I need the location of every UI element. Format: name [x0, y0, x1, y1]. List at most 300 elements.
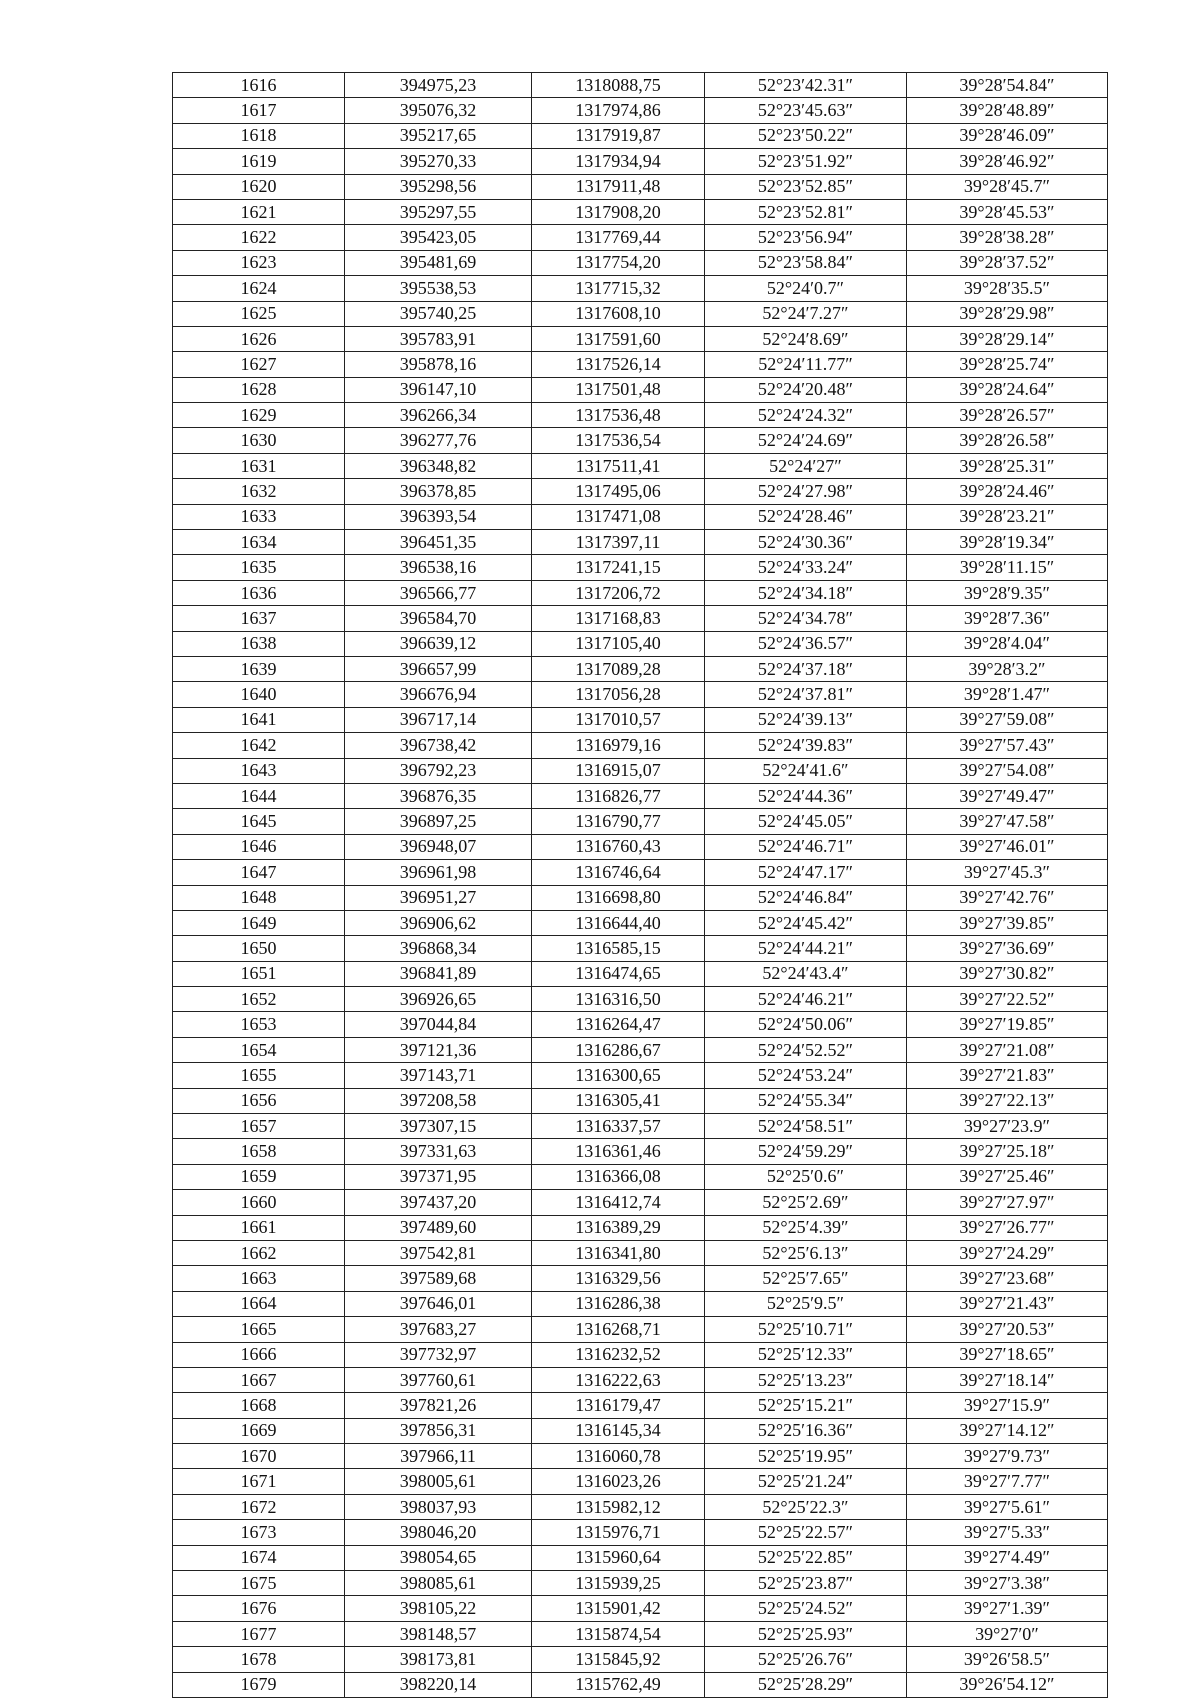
table-row	[173, 149, 1108, 174]
y-coordinate-cell: 1316760,43	[532, 834, 705, 859]
longitude-cell: 39°27′46.01″	[907, 834, 1108, 859]
y-coordinate-cell: 1317919,87	[532, 123, 705, 148]
latitude-cell: 52°25′22.85″	[705, 1545, 907, 1570]
point-number-cell: 1655	[173, 1063, 345, 1088]
table-row	[173, 326, 1108, 351]
latitude-cell: 52°25′9.5″	[705, 1291, 907, 1316]
table-row	[173, 1494, 1108, 1519]
longitude-cell: 39°27′21.08″	[907, 1037, 1108, 1062]
x-coordinate-cell: 395538,53	[345, 276, 532, 301]
table-row	[173, 403, 1108, 428]
x-coordinate-cell: 398148,57	[345, 1621, 532, 1646]
x-coordinate-cell: 396348,82	[345, 453, 532, 478]
latitude-cell: 52°24′58.51″	[705, 1114, 907, 1139]
point-number-cell: 1624	[173, 276, 345, 301]
longitude-cell: 39°27′18.14″	[907, 1367, 1108, 1392]
latitude-cell: 52°25′23.87″	[705, 1571, 907, 1596]
latitude-cell: 52°24′36.57″	[705, 631, 907, 656]
y-coordinate-cell: 1317536,54	[532, 428, 705, 453]
y-coordinate-cell: 1317754,20	[532, 250, 705, 275]
latitude-cell: 52°24′28.46″	[705, 504, 907, 529]
table-row	[173, 1291, 1108, 1316]
point-number-cell: 1626	[173, 326, 345, 351]
table-row	[173, 1393, 1108, 1418]
y-coordinate-cell: 1317608,10	[532, 301, 705, 326]
table-row	[173, 1672, 1108, 1697]
latitude-cell: 52°24′34.18″	[705, 580, 907, 605]
point-number-cell: 1665	[173, 1317, 345, 1342]
y-coordinate-cell: 1317501,48	[532, 377, 705, 402]
latitude-cell: 52°24′46.21″	[705, 987, 907, 1012]
longitude-cell: 39°28′4.04″	[907, 631, 1108, 656]
y-coordinate-cell: 1316316,50	[532, 987, 705, 1012]
point-number-cell: 1652	[173, 987, 345, 1012]
x-coordinate-cell: 398105,22	[345, 1596, 532, 1621]
point-number-cell: 1673	[173, 1520, 345, 1545]
y-coordinate-cell: 1317105,40	[532, 631, 705, 656]
point-number-cell: 1638	[173, 631, 345, 656]
table-row	[173, 73, 1108, 98]
longitude-cell: 39°27′42.76″	[907, 885, 1108, 910]
table-row	[173, 1444, 1108, 1469]
latitude-cell: 52°24′11.77″	[705, 352, 907, 377]
x-coordinate-cell: 397044,84	[345, 1012, 532, 1037]
longitude-cell: 39°28′11.15″	[907, 555, 1108, 580]
point-number-cell: 1630	[173, 428, 345, 453]
latitude-cell: 52°25′0.6″	[705, 1164, 907, 1189]
point-number-cell: 1650	[173, 936, 345, 961]
latitude-cell: 52°24′30.36″	[705, 530, 907, 555]
longitude-cell: 39°27′21.43″	[907, 1291, 1108, 1316]
longitude-cell: 39°27′19.85″	[907, 1012, 1108, 1037]
table-row	[173, 860, 1108, 885]
latitude-cell: 52°24′46.84″	[705, 885, 907, 910]
point-number-cell: 1641	[173, 707, 345, 732]
longitude-cell: 39°27′54.08″	[907, 758, 1108, 783]
table-row	[173, 1190, 1108, 1215]
point-number-cell: 1678	[173, 1647, 345, 1672]
point-number-cell: 1661	[173, 1215, 345, 1240]
y-coordinate-cell: 1316179,47	[532, 1393, 705, 1418]
longitude-cell: 39°27′25.18″	[907, 1139, 1108, 1164]
y-coordinate-cell: 1316361,46	[532, 1139, 705, 1164]
x-coordinate-cell: 396906,62	[345, 910, 532, 935]
longitude-cell: 39°27′26.77″	[907, 1215, 1108, 1240]
latitude-cell: 52°25′22.3″	[705, 1494, 907, 1519]
longitude-cell: 39°27′1.39″	[907, 1596, 1108, 1621]
y-coordinate-cell: 1316585,15	[532, 936, 705, 961]
y-coordinate-cell: 1316474,65	[532, 961, 705, 986]
longitude-cell: 39°27′36.69″	[907, 936, 1108, 961]
latitude-cell: 52°25′6.13″	[705, 1240, 907, 1265]
table-row	[173, 682, 1108, 707]
point-number-cell: 1674	[173, 1545, 345, 1570]
y-coordinate-cell: 1315762,49	[532, 1672, 705, 1697]
table-row	[173, 1469, 1108, 1494]
table-row	[173, 1266, 1108, 1291]
longitude-cell: 39°28′3.2″	[907, 656, 1108, 681]
point-number-cell: 1675	[173, 1571, 345, 1596]
longitude-cell: 39°27′25.46″	[907, 1164, 1108, 1189]
latitude-cell: 52°25′2.69″	[705, 1190, 907, 1215]
x-coordinate-cell: 398046,20	[345, 1520, 532, 1545]
point-number-cell: 1664	[173, 1291, 345, 1316]
table-row	[173, 301, 1108, 326]
longitude-cell: 39°26′58.5″	[907, 1647, 1108, 1672]
point-number-cell: 1672	[173, 1494, 345, 1519]
table-row	[173, 504, 1108, 529]
longitude-cell: 39°27′7.77″	[907, 1469, 1108, 1494]
latitude-cell: 52°24′37.18″	[705, 656, 907, 681]
x-coordinate-cell: 396451,35	[345, 530, 532, 555]
point-number-cell: 1621	[173, 199, 345, 224]
longitude-cell: 39°27′4.49″	[907, 1545, 1108, 1570]
longitude-cell: 39°27′39.85″	[907, 910, 1108, 935]
longitude-cell: 39°28′37.52″	[907, 250, 1108, 275]
longitude-cell: 39°28′48.89″	[907, 98, 1108, 123]
point-number-cell: 1659	[173, 1164, 345, 1189]
y-coordinate-cell: 1317591,60	[532, 326, 705, 351]
longitude-cell: 39°27′27.97″	[907, 1190, 1108, 1215]
latitude-cell: 52°23′52.85″	[705, 174, 907, 199]
table-row	[173, 606, 1108, 631]
table-row	[173, 225, 1108, 250]
latitude-cell: 52°24′24.69″	[705, 428, 907, 453]
point-number-cell: 1618	[173, 123, 345, 148]
y-coordinate-cell: 1317495,06	[532, 479, 705, 504]
table-row	[173, 1063, 1108, 1088]
table-row	[173, 250, 1108, 275]
point-number-cell: 1634	[173, 530, 345, 555]
x-coordinate-cell: 397966,11	[345, 1444, 532, 1469]
table-row	[173, 1240, 1108, 1265]
x-coordinate-cell: 397760,61	[345, 1367, 532, 1392]
longitude-cell: 39°27′3.38″	[907, 1571, 1108, 1596]
x-coordinate-cell: 396951,27	[345, 885, 532, 910]
table-row	[173, 631, 1108, 656]
x-coordinate-cell: 397437,20	[345, 1190, 532, 1215]
latitude-cell: 52°24′44.21″	[705, 936, 907, 961]
x-coordinate-cell: 396266,34	[345, 403, 532, 428]
point-number-cell: 1676	[173, 1596, 345, 1621]
y-coordinate-cell: 1315960,64	[532, 1545, 705, 1570]
y-coordinate-cell: 1316268,71	[532, 1317, 705, 1342]
point-number-cell: 1660	[173, 1190, 345, 1215]
latitude-cell: 52°24′27″	[705, 453, 907, 478]
latitude-cell: 52°24′50.06″	[705, 1012, 907, 1037]
point-number-cell: 1649	[173, 910, 345, 935]
longitude-cell: 39°27′5.33″	[907, 1520, 1108, 1545]
x-coordinate-cell: 397208,58	[345, 1088, 532, 1113]
latitude-cell: 52°24′7.27″	[705, 301, 907, 326]
x-coordinate-cell: 397856,31	[345, 1418, 532, 1443]
longitude-cell: 39°28′25.74″	[907, 352, 1108, 377]
table-row	[173, 1114, 1108, 1139]
x-coordinate-cell: 396876,35	[345, 783, 532, 808]
x-coordinate-cell: 397331,63	[345, 1139, 532, 1164]
longitude-cell: 39°27′23.68″	[907, 1266, 1108, 1291]
y-coordinate-cell: 1316979,16	[532, 733, 705, 758]
y-coordinate-cell: 1316264,47	[532, 1012, 705, 1037]
table-row	[173, 707, 1108, 732]
x-coordinate-cell: 396926,65	[345, 987, 532, 1012]
latitude-cell: 52°25′21.24″	[705, 1469, 907, 1494]
x-coordinate-cell: 396961,98	[345, 860, 532, 885]
latitude-cell: 52°23′58.84″	[705, 250, 907, 275]
y-coordinate-cell: 1317056,28	[532, 682, 705, 707]
table-row	[173, 1215, 1108, 1240]
table-row	[173, 1012, 1108, 1037]
latitude-cell: 52°25′15.21″	[705, 1393, 907, 1418]
x-coordinate-cell: 397542,81	[345, 1240, 532, 1265]
y-coordinate-cell: 1315976,71	[532, 1520, 705, 1545]
y-coordinate-cell: 1316389,29	[532, 1215, 705, 1240]
longitude-cell: 39°27′22.52″	[907, 987, 1108, 1012]
longitude-cell: 39°27′22.13″	[907, 1088, 1108, 1113]
point-number-cell: 1666	[173, 1342, 345, 1367]
point-number-cell: 1635	[173, 555, 345, 580]
table-row	[173, 1647, 1108, 1672]
latitude-cell: 52°24′46.71″	[705, 834, 907, 859]
table-row	[173, 1418, 1108, 1443]
point-number-cell: 1620	[173, 174, 345, 199]
longitude-cell: 39°28′26.58″	[907, 428, 1108, 453]
point-number-cell: 1670	[173, 1444, 345, 1469]
longitude-cell: 39°28′1.47″	[907, 682, 1108, 707]
latitude-cell: 52°25′12.33″	[705, 1342, 907, 1367]
x-coordinate-cell: 397646,01	[345, 1291, 532, 1316]
y-coordinate-cell: 1316746,64	[532, 860, 705, 885]
point-number-cell: 1663	[173, 1266, 345, 1291]
longitude-cell: 39°27′57.43″	[907, 733, 1108, 758]
point-number-cell: 1640	[173, 682, 345, 707]
latitude-cell: 52°25′28.29″	[705, 1672, 907, 1697]
latitude-cell: 52°25′19.95″	[705, 1444, 907, 1469]
x-coordinate-cell: 395297,55	[345, 199, 532, 224]
table-row	[173, 98, 1108, 123]
latitude-cell: 52°24′45.05″	[705, 809, 907, 834]
table-row	[173, 1621, 1108, 1646]
x-coordinate-cell: 396676,94	[345, 682, 532, 707]
longitude-cell: 39°27′49.47″	[907, 783, 1108, 808]
latitude-cell: 52°24′8.69″	[705, 326, 907, 351]
table-row	[173, 783, 1108, 808]
table-row	[173, 1596, 1108, 1621]
latitude-cell: 52°24′55.34″	[705, 1088, 907, 1113]
x-coordinate-cell: 396841,89	[345, 961, 532, 986]
y-coordinate-cell: 1315939,25	[532, 1571, 705, 1596]
table-row	[173, 453, 1108, 478]
point-number-cell: 1645	[173, 809, 345, 834]
y-coordinate-cell: 1317471,08	[532, 504, 705, 529]
longitude-cell: 39°27′21.83″	[907, 1063, 1108, 1088]
coordinates-table-body	[173, 73, 1108, 1698]
longitude-cell: 39°28′25.31″	[907, 453, 1108, 478]
y-coordinate-cell: 1317908,20	[532, 199, 705, 224]
latitude-cell: 52°24′20.48″	[705, 377, 907, 402]
y-coordinate-cell: 1316412,74	[532, 1190, 705, 1215]
y-coordinate-cell: 1317511,41	[532, 453, 705, 478]
x-coordinate-cell: 395783,91	[345, 326, 532, 351]
point-number-cell: 1639	[173, 656, 345, 681]
latitude-cell: 52°24′34.78″	[705, 606, 907, 631]
latitude-cell: 52°23′52.81″	[705, 199, 907, 224]
longitude-cell: 39°28′46.09″	[907, 123, 1108, 148]
x-coordinate-cell: 396717,14	[345, 707, 532, 732]
table-row	[173, 580, 1108, 605]
x-coordinate-cell: 396277,76	[345, 428, 532, 453]
longitude-cell: 39°28′38.28″	[907, 225, 1108, 250]
point-number-cell: 1625	[173, 301, 345, 326]
longitude-cell: 39°28′46.92″	[907, 149, 1108, 174]
y-coordinate-cell: 1316060,78	[532, 1444, 705, 1469]
y-coordinate-cell: 1317536,48	[532, 403, 705, 428]
latitude-cell: 52°24′27.98″	[705, 479, 907, 504]
point-number-cell: 1677	[173, 1621, 345, 1646]
latitude-cell: 52°25′22.57″	[705, 1520, 907, 1545]
latitude-cell: 52°24′44.36″	[705, 783, 907, 808]
longitude-cell: 39°28′9.35″	[907, 580, 1108, 605]
latitude-cell: 52°25′16.36″	[705, 1418, 907, 1443]
y-coordinate-cell: 1316698,80	[532, 885, 705, 910]
y-coordinate-cell: 1316366,08	[532, 1164, 705, 1189]
y-coordinate-cell: 1317526,14	[532, 352, 705, 377]
y-coordinate-cell: 1317911,48	[532, 174, 705, 199]
x-coordinate-cell: 394975,23	[345, 73, 532, 98]
x-coordinate-cell: 397821,26	[345, 1393, 532, 1418]
x-coordinate-cell: 395423,05	[345, 225, 532, 250]
point-number-cell: 1643	[173, 758, 345, 783]
table-row	[173, 1571, 1108, 1596]
y-coordinate-cell: 1317010,57	[532, 707, 705, 732]
x-coordinate-cell: 397489,60	[345, 1215, 532, 1240]
longitude-cell: 39°28′24.64″	[907, 377, 1108, 402]
point-number-cell: 1646	[173, 834, 345, 859]
latitude-cell: 52°24′45.42″	[705, 910, 907, 935]
point-number-cell: 1617	[173, 98, 345, 123]
longitude-cell: 39°28′29.14″	[907, 326, 1108, 351]
latitude-cell: 52°23′51.92″	[705, 149, 907, 174]
latitude-cell: 52°24′24.32″	[705, 403, 907, 428]
x-coordinate-cell: 395740,25	[345, 301, 532, 326]
longitude-cell: 39°27′9.73″	[907, 1444, 1108, 1469]
longitude-cell: 39°27′24.29″	[907, 1240, 1108, 1265]
table-row	[173, 809, 1108, 834]
table-row	[173, 174, 1108, 199]
table-row	[173, 834, 1108, 859]
x-coordinate-cell: 398054,65	[345, 1545, 532, 1570]
y-coordinate-cell: 1317715,32	[532, 276, 705, 301]
x-coordinate-cell: 396538,16	[345, 555, 532, 580]
latitude-cell: 52°24′0.7″	[705, 276, 907, 301]
y-coordinate-cell: 1317168,83	[532, 606, 705, 631]
longitude-cell: 39°28′23.21″	[907, 504, 1108, 529]
latitude-cell: 52°24′47.17″	[705, 860, 907, 885]
latitude-cell: 52°25′10.71″	[705, 1317, 907, 1342]
y-coordinate-cell: 1315982,12	[532, 1494, 705, 1519]
table-row	[173, 961, 1108, 986]
x-coordinate-cell: 396948,07	[345, 834, 532, 859]
x-coordinate-cell: 398173,81	[345, 1647, 532, 1672]
point-number-cell: 1648	[173, 885, 345, 910]
table-row	[173, 1164, 1108, 1189]
latitude-cell: 52°24′37.81″	[705, 682, 907, 707]
table-row	[173, 758, 1108, 783]
y-coordinate-cell: 1316337,57	[532, 1114, 705, 1139]
x-coordinate-cell: 396868,34	[345, 936, 532, 961]
longitude-cell: 39°27′14.12″	[907, 1418, 1108, 1443]
y-coordinate-cell: 1315845,92	[532, 1647, 705, 1672]
x-coordinate-cell: 398085,61	[345, 1571, 532, 1596]
point-number-cell: 1622	[173, 225, 345, 250]
table-row	[173, 1037, 1108, 1062]
point-number-cell: 1653	[173, 1012, 345, 1037]
y-coordinate-cell: 1316222,63	[532, 1367, 705, 1392]
longitude-cell: 39°27′5.61″	[907, 1494, 1108, 1519]
point-number-cell: 1632	[173, 479, 345, 504]
table-row	[173, 555, 1108, 580]
x-coordinate-cell: 395270,33	[345, 149, 532, 174]
x-coordinate-cell: 395217,65	[345, 123, 532, 148]
table-row	[173, 1317, 1108, 1342]
latitude-cell: 52°25′4.39″	[705, 1215, 907, 1240]
point-number-cell: 1668	[173, 1393, 345, 1418]
y-coordinate-cell: 1315901,42	[532, 1596, 705, 1621]
longitude-cell: 39°27′30.82″	[907, 961, 1108, 986]
y-coordinate-cell: 1318088,75	[532, 73, 705, 98]
table-row	[173, 733, 1108, 758]
y-coordinate-cell: 1316286,38	[532, 1291, 705, 1316]
x-coordinate-cell: 396147,10	[345, 377, 532, 402]
point-number-cell: 1669	[173, 1418, 345, 1443]
point-number-cell: 1651	[173, 961, 345, 986]
x-coordinate-cell: 396897,25	[345, 809, 532, 834]
x-coordinate-cell: 397307,15	[345, 1114, 532, 1139]
y-coordinate-cell: 1316305,41	[532, 1088, 705, 1113]
point-number-cell: 1629	[173, 403, 345, 428]
y-coordinate-cell: 1317089,28	[532, 656, 705, 681]
y-coordinate-cell: 1316145,34	[532, 1418, 705, 1443]
y-coordinate-cell: 1317769,44	[532, 225, 705, 250]
y-coordinate-cell: 1316644,40	[532, 910, 705, 935]
x-coordinate-cell: 397143,71	[345, 1063, 532, 1088]
point-number-cell: 1616	[173, 73, 345, 98]
latitude-cell: 52°24′33.24″	[705, 555, 907, 580]
x-coordinate-cell: 396792,23	[345, 758, 532, 783]
y-coordinate-cell: 1316915,07	[532, 758, 705, 783]
latitude-cell: 52°24′39.83″	[705, 733, 907, 758]
longitude-cell: 39°27′23.9″	[907, 1114, 1108, 1139]
point-number-cell: 1627	[173, 352, 345, 377]
x-coordinate-cell: 396657,99	[345, 656, 532, 681]
latitude-cell: 52°23′45.63″	[705, 98, 907, 123]
point-number-cell: 1619	[173, 149, 345, 174]
latitude-cell: 52°25′13.23″	[705, 1367, 907, 1392]
x-coordinate-cell: 395481,69	[345, 250, 532, 275]
y-coordinate-cell: 1316329,56	[532, 1266, 705, 1291]
table-row	[173, 352, 1108, 377]
longitude-cell: 39°28′45.7″	[907, 174, 1108, 199]
longitude-cell: 39°28′19.34″	[907, 530, 1108, 555]
latitude-cell: 52°25′25.93″	[705, 1621, 907, 1646]
longitude-cell: 39°27′0″	[907, 1621, 1108, 1646]
table-row	[173, 199, 1108, 224]
y-coordinate-cell: 1317934,94	[532, 149, 705, 174]
longitude-cell: 39°28′29.98″	[907, 301, 1108, 326]
point-number-cell: 1657	[173, 1114, 345, 1139]
y-coordinate-cell: 1316286,67	[532, 1037, 705, 1062]
y-coordinate-cell: 1316826,77	[532, 783, 705, 808]
